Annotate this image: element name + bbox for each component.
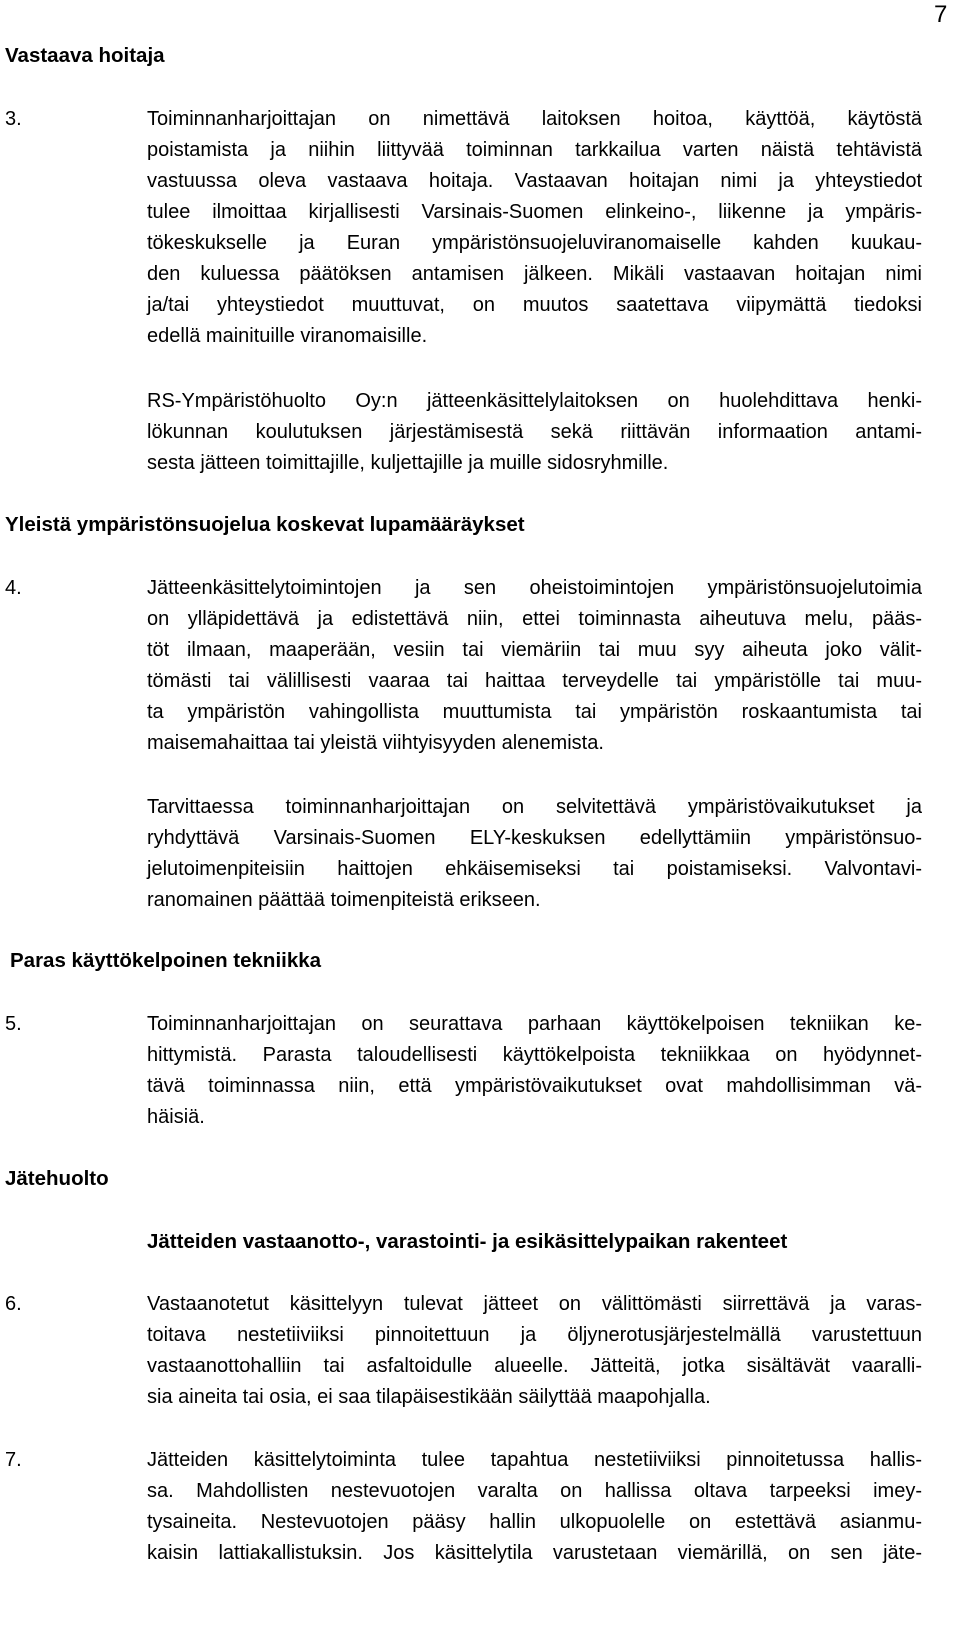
item-number-4: 4. (5, 577, 22, 599)
text-line: on ylläpidettävä ja edistettävä niin, ettei toiminnasta aiheutuva melu, pääs- (147, 608, 922, 630)
text-line: den kuluessa päätöksen antamisen jälkeen. Mikäli vastaavan hoitajan nimi (147, 263, 922, 285)
subsection-heading-vastaanotto: Jätteiden vastaanotto-, varastointi- ja esikäsittelypaikan rakenteet (147, 1230, 788, 1253)
text-line: ranomainen päättää toimenpiteistä erikseen. (147, 889, 541, 911)
section-heading-yleista: Yleistä ympäristönsuojelua koskevat lupamääräykset (5, 513, 525, 536)
text-line: vastuussa oleva vastaava hoitaja. Vastaavan hoitajan nimi ja yhteystiedot (147, 170, 922, 192)
section-heading-vastaava-hoitaja: Vastaava hoitaja (5, 44, 165, 67)
section-heading-jatehuolto: Jätehuolto (5, 1167, 109, 1190)
text-line: tökeskukselle ja Euran ympäristönsuojeluviranomaiselle kahden kuukau- (147, 232, 922, 254)
text-line: Jätteenkäsittelytoimintojen ja sen oheistoimintojen ympäristönsuojelutoimia (147, 577, 922, 599)
paragraph-item-5 (147, 1009, 922, 1133)
text-line: ta ympäristön vahingollista muuttumista tai ympäristön roskaantumista tai (147, 701, 922, 723)
paragraph-item-6 (147, 1289, 922, 1413)
text-line: ryhdyttävä Varsinais-Suomen ELY-keskuksen edellyttämiin ympäristönsuo- (147, 827, 922, 849)
text-line: RS-Ympäristöhuolto Oy:n jätteenkäsittelylaitoksen on huolehdittava henki- (147, 390, 922, 412)
paragraph-item-3-continued (147, 386, 922, 479)
text-line: tysaineita. Nestevuotojen pääsy hallin ulkopuolelle on estettävä asianmu- (147, 1511, 922, 1533)
text-line: sia aineita tai osia, ei saa tilapäisestikään säilyttää maapohjalla. (147, 1386, 711, 1408)
item-number-3: 3. (5, 108, 22, 130)
text-line: hittymistä. Parasta taloudellisesti käyttökelpoista tekniikkaa on hyödynnet- (147, 1044, 922, 1066)
text-line: vastaanottohalliin tai asfaltoidulle alueelle. Jätteitä, jotka sisältävät vaaralli- (147, 1355, 922, 1377)
text-line: maisemahaittaa tai yleistä viihtyisyyden alenemista. (147, 732, 604, 754)
paragraph-item-4-continued (147, 792, 922, 916)
text-line: tulee ilmoittaa kirjallisesti Varsinais-Suomen elinkeino-, liikenne ja ympäris- (147, 201, 922, 223)
text-line: lökunnan koulutuksen järjestämisestä sekä riittävän informaation antami- (147, 421, 922, 443)
text-line: Jätteiden käsittelytoiminta tulee tapahtua nestetiiviiksi pinnoitetussa hallis- (147, 1449, 922, 1471)
text-line: töt ilmaan, maaperään, vesiin tai viemäriin tai muu syy aiheuta joko välit- (147, 639, 922, 661)
page-number: 7 (934, 1, 948, 28)
text-line: Tarvittaessa toiminnanharjoittajan on selvitettävä ympäristövaikutukset ja (147, 796, 922, 818)
section-heading-paras-tekniikka: Paras käyttökelpoinen tekniikka (10, 949, 322, 972)
item-number-7: 7. (5, 1449, 22, 1471)
text-line: tömästi tai välillisesti vaaraa tai haittaa terveydelle tai ympäristölle tai muu- (147, 670, 922, 692)
item-number-6: 6. (5, 1293, 22, 1315)
text-line: tävä toiminnassa niin, että ympäristövaikutukset ovat mahdollisimman vä- (147, 1075, 922, 1097)
text-line: kaisin lattiakallistuksin. Jos käsittelytila varustetaan viemärillä, on sen jäte- (147, 1542, 922, 1564)
text-line: Toiminnanharjoittajan on nimettävä laitoksen hoitoa, käyttöä, käytöstä (147, 108, 922, 130)
text-line: Toiminnanharjoittajan on seurattava parhaan käyttökelpoisen tekniikan ke- (147, 1013, 922, 1035)
text-line: ja/tai yhteystiedot muuttuvat, on muutos saatettava viipymättä tiedoksi (147, 294, 922, 316)
text-line: sesta jätteen toimittajille, kuljettajille ja muille sidosryhmille. (147, 452, 669, 474)
text-line: poistamista ja niihin liittyvää toiminnan tarkkailua varten näistä tehtävistä (147, 139, 922, 161)
text-line: Vastaanotetut käsittelyyn tulevat jätteet on välittömästi siirrettävä ja varas- (147, 1293, 922, 1315)
paragraph-item-7 (147, 1445, 922, 1569)
paragraph-item-3 (147, 104, 922, 352)
text-line: häisiä. (147, 1106, 205, 1128)
text-line: sa. Mahdollisten nestevuotojen varalta on hallissa oltava tarpeeksi imey- (147, 1480, 922, 1502)
item-number-5: 5. (5, 1013, 22, 1035)
text-line: toitava nestetiiviiksi pinnoitettuun ja öljynerotusjärjestelmällä varustettuun (147, 1324, 922, 1346)
text-line: jelutoimenpiteisiin haittojen ehkäisemiseksi tai poistamiseksi. Valvontavi- (147, 858, 922, 880)
paragraph-item-4 (147, 573, 922, 759)
text-line: edellä mainituille viranomaisille. (147, 325, 428, 347)
